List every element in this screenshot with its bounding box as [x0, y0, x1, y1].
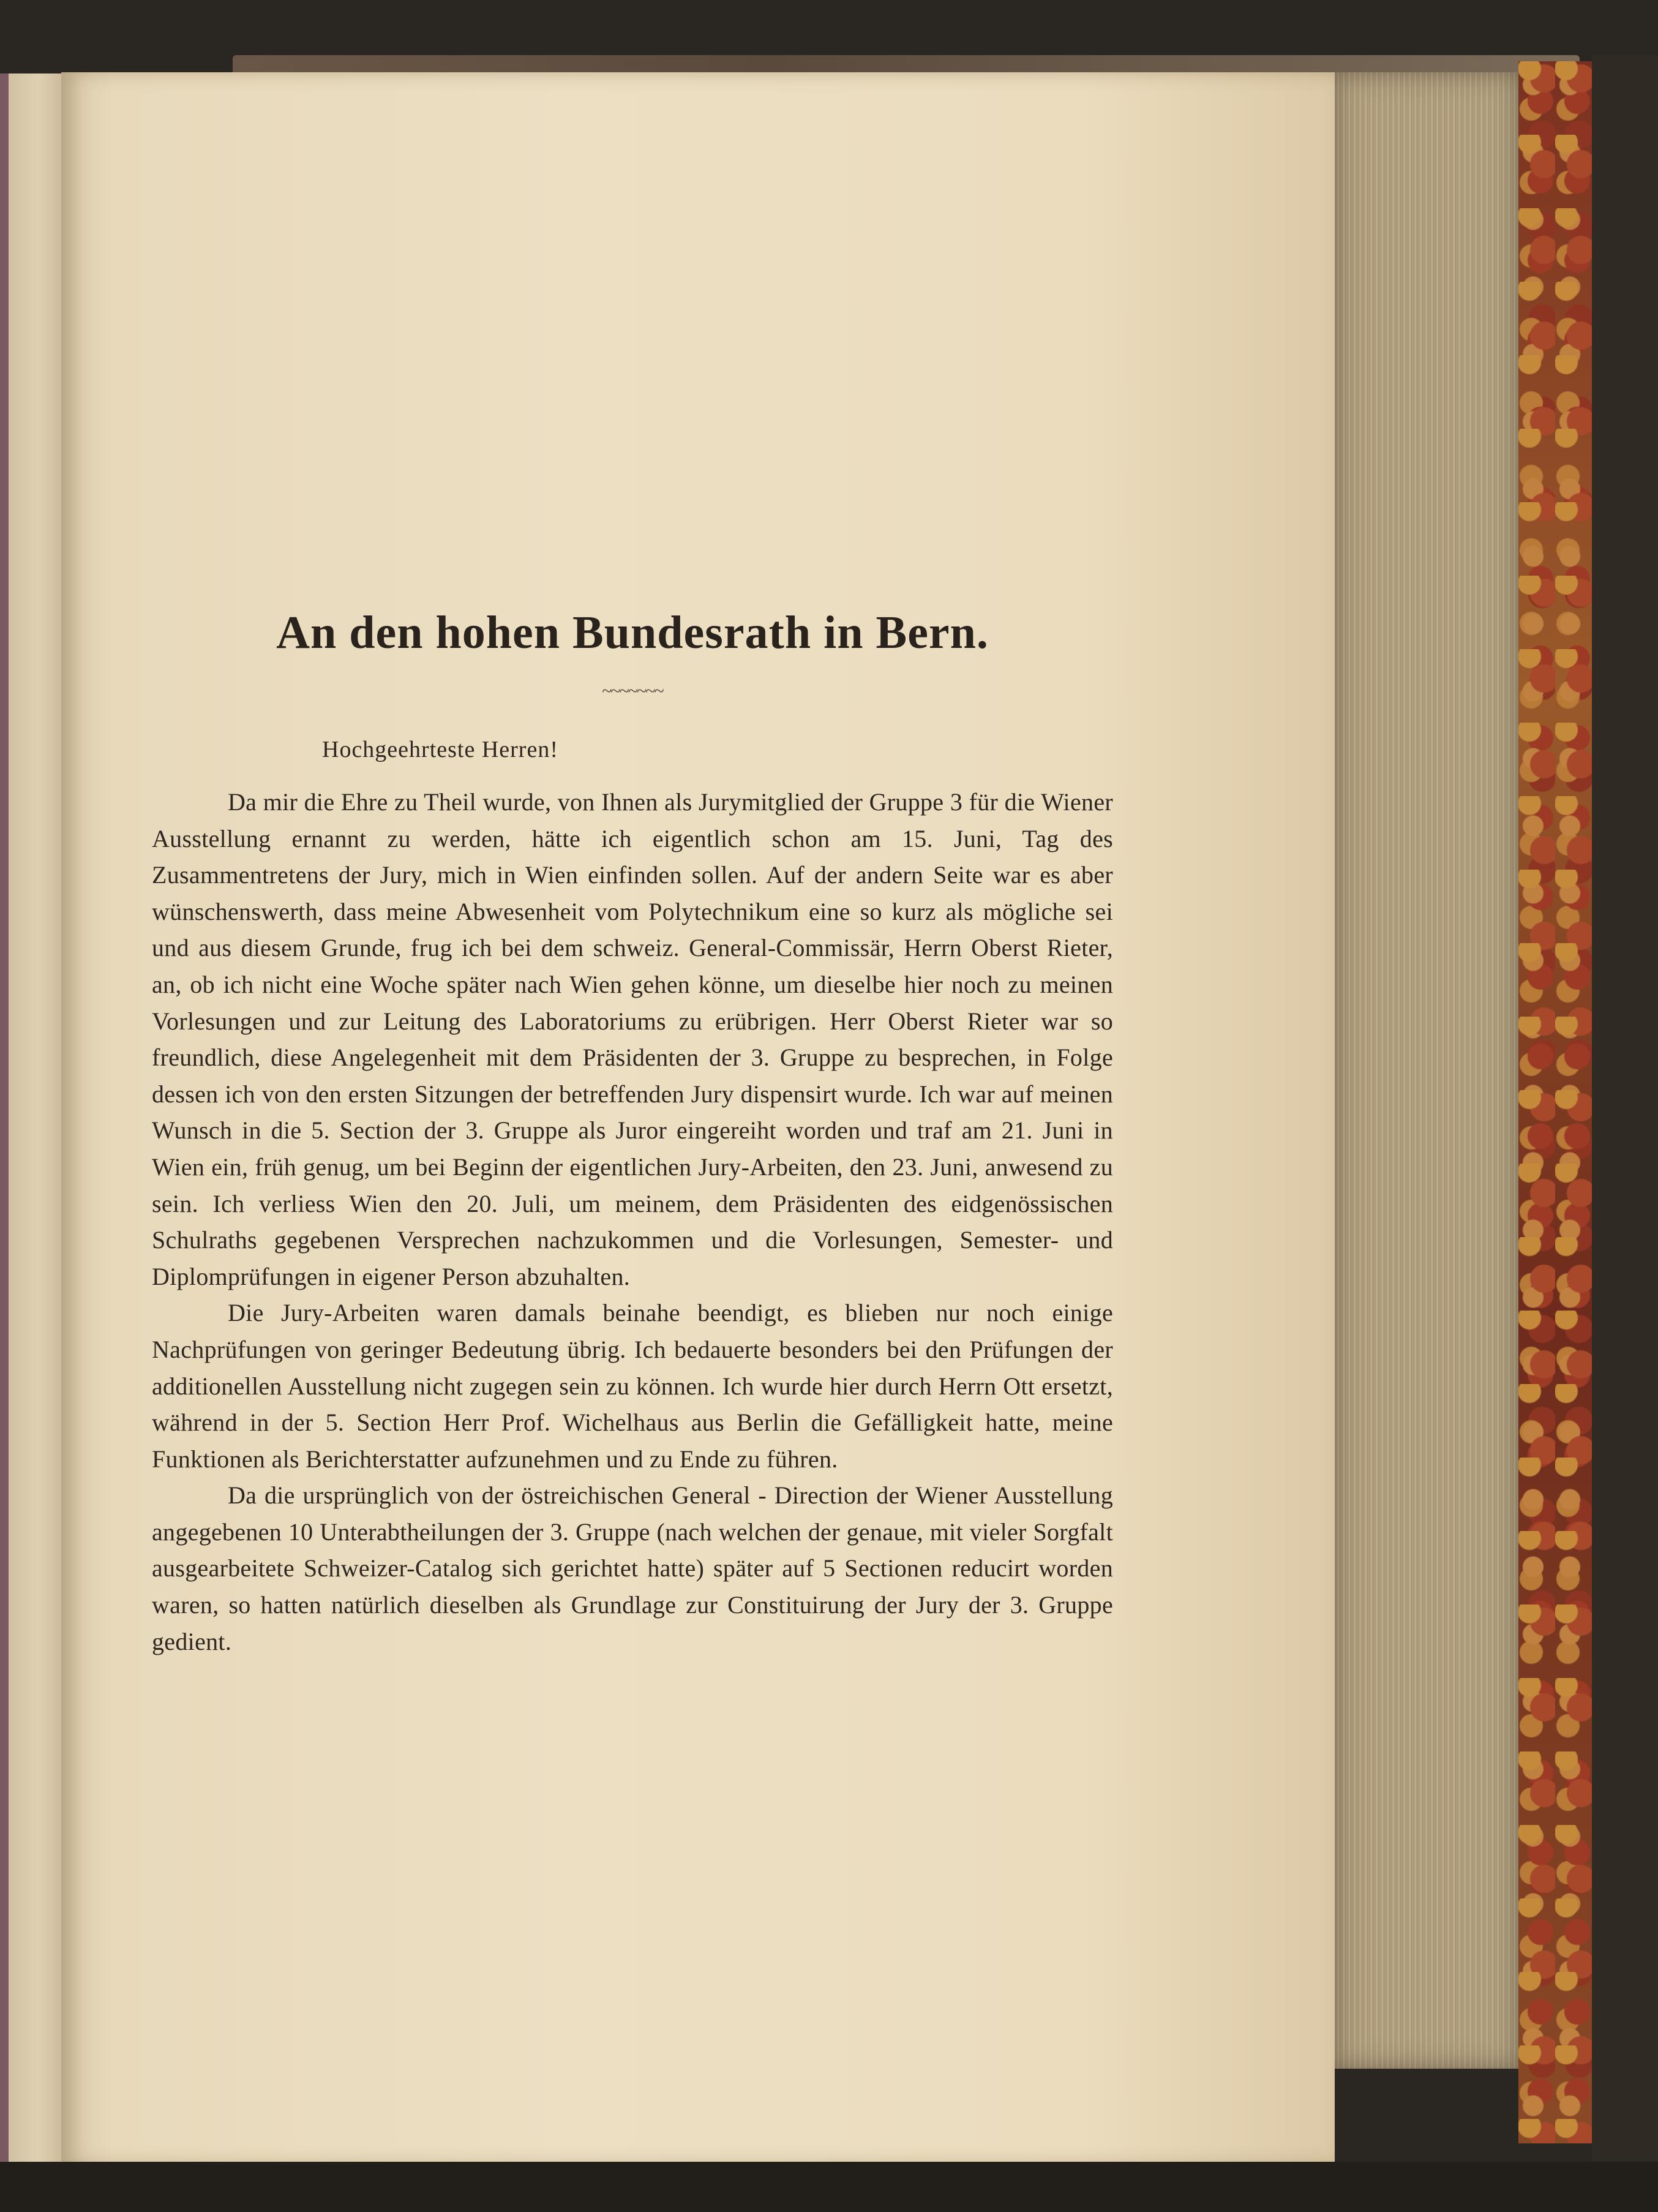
background-bottom	[0, 2162, 1658, 2212]
paragraph: Die Jury-Arbeiten waren damals beinahe beendigt, es blieben nur noch einige Nachprüfungen von geringer Bedeutung übrig. Ich bedauerte besonders bei den Prüfungen der additionellen Ausstellung nicht zugegen sein zu können. Ich wurde hier durch Herrn Ott ersetzt, während in der 5. Section Herr Prof. Wichelhaus aus Berlin die Gefälligkeit hatte, meine Funktionen als Berichterstatter aufzunehmen und zu Ende zu führen.	[152, 1299, 1113, 1473]
paragraph: Da die ursprünglich von der östreichischen General - Direction der Wiener Ausstellung angegebenen 10 Unterabtheilungen der 3. Gruppe (nach welchen der genaue, mit vieler Sorgfalt ausgearbeitete Schweizer-Catalog sich gerichtet hatte) später auf 5 Sectionen reducirt worden waren, so hatten natürlich dieselben als Grundlage zur Constituirung der Jury der 3. Gruppe gedient.	[152, 1481, 1113, 1655]
cover-edge	[0, 73, 9, 2162]
body-text	[152, 784, 1113, 1660]
paragraph: Da mir die Ehre zu Theil wurde, von Ihnen als Jurymitglied der Gruppe 3 für die Wiener Ausstellung ernannt zu werden, hätte ich eigentlich schon am 15. Juni, Tag des Zusammentretens der Jury, mich in Wien einfinden sollen. Auf der andern Seite war es aber wünschenswerth, dass meine Abwesenheit vom Polytechnikum eine so kurz als mögliche sei und aus diesem Grunde, frug ich bei dem schweiz. General-Commissär, Herrn Oberst Rieter, an, ob ich nicht eine Woche später nach Wien gehen könne, um dieselbe hier noch zu meinen Vorlesungen und zur Leitung des Laboratoriums zu erübrigen. Herr Oberst Rieter war so freundlich, diese Angelegenheit mit dem Präsidenten der 3. Gruppe zu besprechen, in Folge dessen ich von den ersten Sitzungen der betreffenden Jury dispensirt wurde. Ich war auf meinen Wunsch in die 5. Section der 3. Gruppe als Juror eingereiht worden und traf am 21. Juni in Wien ein, früh genug, um bei Beginn der eigentlichen Jury-Arbeiten, den 23. Juni, anwesend zu sein. Ich verliess Wien den 20. Juli, um meinem, dem Präsidenten des eidgenössischen Schulraths gegebenen Versprechen nachzukommen und die Vorlesungen, Semester- und Diplomprüfungen in eigener Person abzuhalten.	[152, 788, 1113, 1290]
marbled-cover-edge	[1518, 61, 1592, 2143]
page-stack-edge	[1335, 72, 1518, 2069]
title-ornament: ~~~~~~~	[602, 681, 663, 701]
salutation: Hochgeehrteste Herren!	[322, 737, 558, 762]
cover-shadow	[1592, 55, 1658, 2162]
page-title: An den hohen Bundesrath in Bern.	[276, 607, 989, 658]
